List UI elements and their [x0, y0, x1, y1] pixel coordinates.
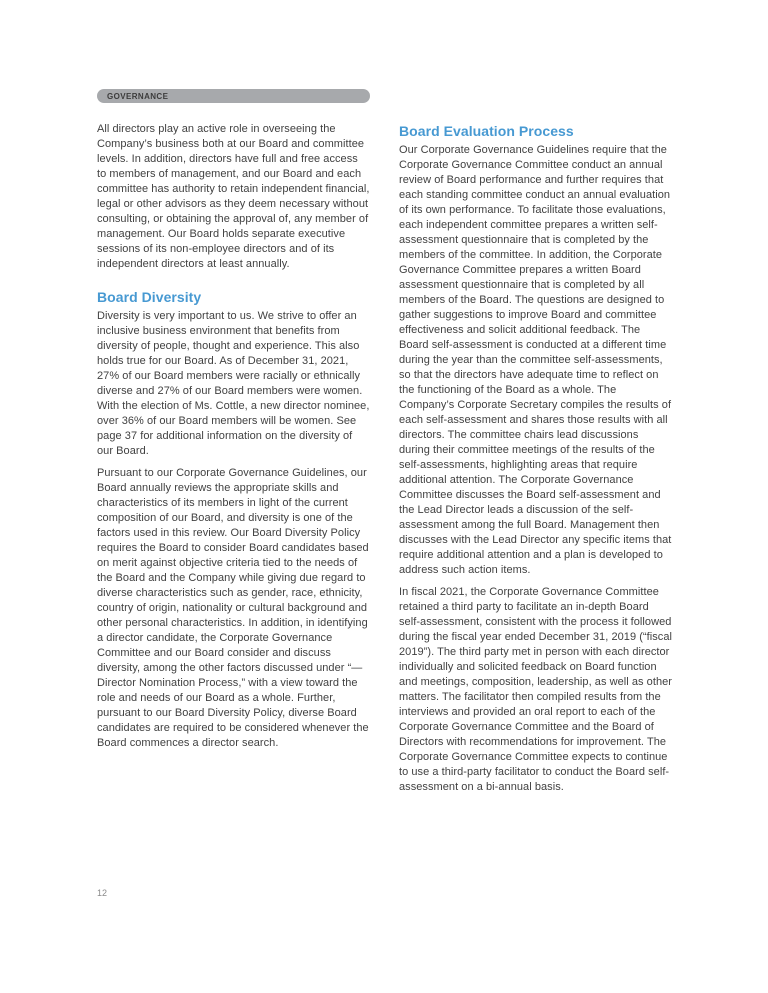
- section-tag-label: GOVERNANCE: [107, 91, 169, 101]
- board-diversity-heading: Board Diversity: [97, 289, 202, 305]
- section-tag-pill: [97, 89, 370, 103]
- board-evaluation-paragraph-2: In fiscal 2021, the Corporate Governance Committee retained a third party to facilitate an in-depth Board self-assessment, consistent with the process it followed during the fiscal year ended December 31, 2019 (“fiscal 2019”). The third party met in person with each director individually and solicited feedback on Board function and meetings, composition, leadership, as well as other matters. The facilitator then compiled results from the interviews and provided an oral report to each of the Corporate Governance Committee and the Board of Directors with recommendations for improvement. The Corporate Governance Committee expects to continue to use a third-party facilitator to conduct the Board self-assessment on a bi-annual basis.: [399, 586, 673, 793]
- board-evaluation-paragraph-1: Our Corporate Governance Guidelines require that the Corporate Governance Committee conduct an annual review of Board performance and further requires that each standing committee conduct an annual evaluation of its own performance. To facilitate those evaluations, each independent committee prepares a written self-assessment questionnaire that is completed by the members of the committee. In addition, the Corporate Governance Committee prepares a written Board assessment questionnaire that is completed by all members of the Board. The questions are designed to gather suggestions to improve Board and committee effectiveness and solicit additional feedback. The Board self-assessment is conducted at a different time during the year than the committee self-assessments, so that the directors have adequate time to reflect on the functioning of the Board as a whole. The Company’s Corporate Secretary compiles the results of each self-assessment and shares those results with all directors. The committee chairs lead discussions during their committee meetings of the results of the self-assessments, highlighting areas that require additional attention. The Corporate Governance Committee discusses the Board self-assessment and the Lead Director leads a discussion of the self-assessment among the full Board. Management then discusses with the Lead Director any specific items that require additional attention and a plan is developed to address such action items.: [399, 144, 672, 576]
- two-column-layout: [97, 122, 672, 802]
- board-diversity-paragraph-1: Diversity is very important to us. We strive to offer an inclusive business environment that benefits from diversity of people, thought and experience. This also holds true for our Board. As of December 31, 2021, 27% of our Board members were racially or ethnically diverse and 27% of our Board members were women. With the election of Ms. Cottle, a new director nominee, over 36% of our Board members will be women. See page 37 for additional information on the diversity of our Board.: [97, 310, 370, 457]
- right-column: [399, 122, 672, 802]
- board-evaluation-heading: Board Evaluation Process: [399, 123, 574, 139]
- page-number: 12: [97, 888, 108, 898]
- intro-paragraph: All directors play an active role in overseeing the Company’s business both at our Board and committee levels. In addition, directors have full and free access to members of management, and our Board and each committee has authority to retain independent financial, legal or other advisors as they deem necessary without consulting, or obtaining the approval of, any member of management. Our Board holds separate executive sessions of its non-employee directors and of its independent directors at least annually.: [97, 123, 370, 270]
- left-column: [97, 122, 370, 802]
- board-diversity-paragraph-2: Pursuant to our Corporate Governance Guidelines, our Board annually reviews the appropriate skills and characteristics of its members in light of the current composition of our Board, and diversity is one of the factors used in this review. Our Board Diversity Policy requires the Board to consider Board candidates based on merit against objective criteria tied to the needs of the Board and the Company while giving due regard to diverse characteristics such as gender, race, ethnicity, country of origin, nationality or cultural background and other personal characteristics. In addition, in identifying a director candidate, the Corporate Governance Committee and our Board consider and discuss diversity, among the other factors discussed under “— Director Nomination Process,” with a view toward the role and needs of our Board as a whole. Further, pursuant to our Board Diversity Policy, diverse Board candidates are required to be considered whenever the Board commences a director search.: [97, 467, 369, 749]
